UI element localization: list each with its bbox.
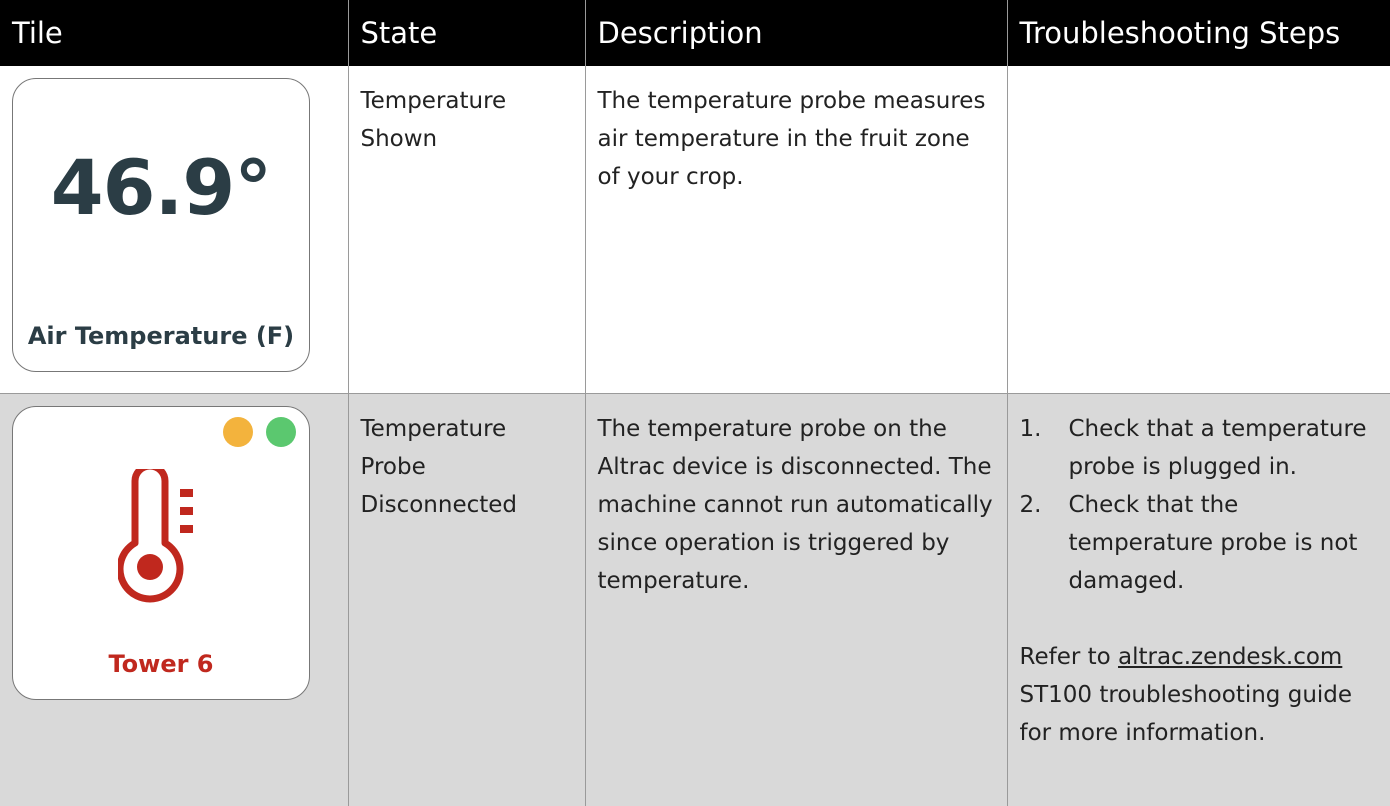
- thermometer-icon: [118, 469, 208, 609]
- tile-caption: Air Temperature (F): [27, 322, 295, 350]
- state-cell: Temperature Shown: [348, 66, 585, 393]
- reference-note: Refer to altrac.zendesk.com ST100 troubleshooting guide for more information.: [1019, 643, 1353, 746]
- header-tile: Tile: [0, 0, 348, 66]
- description-cell: The temperature probe on the Altrac device is disconnected. The machine cannot run automatically since operation is triggered by temperature.: [585, 393, 1007, 806]
- steps-cell: [1007, 393, 1390, 806]
- tile-caption: Tower 6: [108, 649, 214, 678]
- temperature-value: 46.9°: [50, 143, 272, 232]
- steps-cell: [1007, 66, 1390, 393]
- list-item: 2. Check that the temperature probe is not damaged.: [1019, 491, 1358, 594]
- tile-cell: [0, 66, 348, 393]
- header-row: [0, 0, 1390, 66]
- yellow-status-dot-icon: [223, 417, 253, 447]
- state-cell: Temperature Probe Disconnected: [348, 393, 585, 806]
- header-state: State: [348, 0, 585, 66]
- green-status-dot-icon: [266, 417, 296, 447]
- tower-tile[interactable]: [12, 406, 310, 700]
- header-description: Description: [585, 0, 1007, 66]
- list-item: 1. Check that a temperature probe is plugged in.: [1019, 415, 1367, 480]
- tile-cell: [0, 393, 348, 806]
- description-cell: The temperature probe measures air temperature in the fruit zone of your crop.: [585, 66, 1007, 393]
- zendesk-link[interactable]: altrac.zendesk.com: [1118, 643, 1343, 670]
- table-row: [0, 66, 1390, 393]
- table-row: [0, 393, 1390, 806]
- air-temperature-tile[interactable]: [12, 78, 310, 372]
- header-troubleshooting-steps: Troubleshooting Steps: [1007, 0, 1390, 66]
- steps-list: [1020, 410, 1379, 600]
